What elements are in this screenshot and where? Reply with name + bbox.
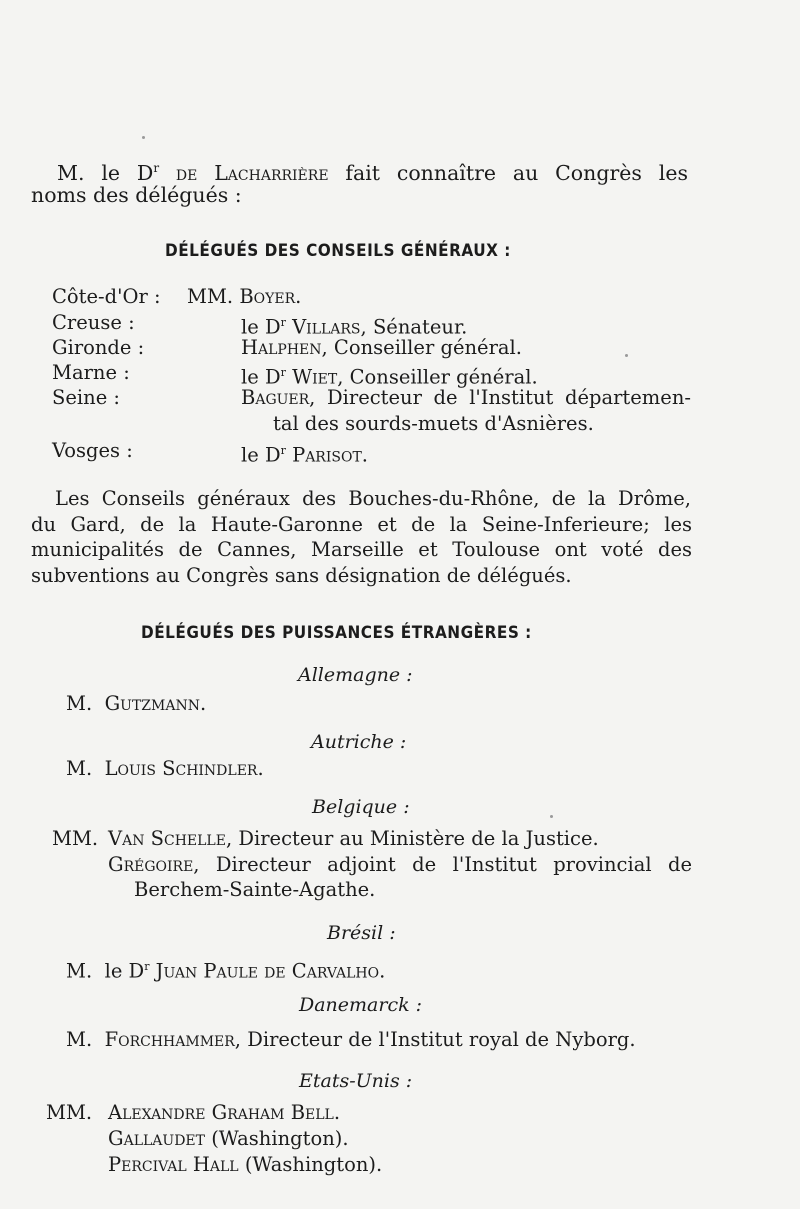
paragraph-line-2: du Gard, de la Haute-Garonne et de la Seine-Inferieure; les [31,513,692,536]
delegate-row-cote-dor: Côte-d'Or : [52,285,161,308]
paragraph-line-4: subventions au Congrès sans désignation de délégués. [31,564,572,587]
delegate-graham-bell: Alexandre Graham Bell. [108,1101,341,1124]
delegate-entry-halphen: Halphen, Conseiller général. [241,336,522,359]
delegate-entry-baguer-cont: tal des sourds-muets d'Asnières. [273,412,594,435]
delegate-entry-wiet: le $D^r$ Wiet, Conseiller général. [241,365,538,389]
delegate-van-schelle: Van Schelle, Directeur au Ministère de la Justice. [108,827,599,850]
country-belgique: Belgique : [312,796,410,818]
delegate-entry-villars: le $D^r$ Villars, Sénateur. [241,315,468,339]
paragraph-line-3: municipalités de Cannes, Marseille et Toulouse ont voté des [31,538,692,561]
delegate-gallaudet: Gallaudet (Washington). [108,1127,349,1150]
delegate-row-vosges: Vosges : [52,439,133,462]
country-etats-unis: Etats-Unis : [299,1070,413,1092]
delegate-row-marne: Marne : [52,361,130,384]
scan-speck [625,354,628,357]
delegate-entry-parisot: le $D^r$ Parisot. [241,443,368,467]
country-autriche: Autriche : [311,731,407,753]
delegate-schindler: M. Louis Schindler. [66,757,264,780]
delegate-carvalho: M. le $D^r$ Juan Paule de Carvalho. [66,959,386,983]
paragraph-line-1: Les Conseils généraux des Bouches-du-Rhône, de la Drôme, [55,487,691,510]
delegate-gutzmann: M. Gutzmann. [66,692,207,715]
section-heading-conseils: DÉLÉGUÉS DES CONSEILS GÉNÉRAUX : [165,241,511,261]
delegate-forchhammer: M. Forchhammer, Directeur de l'Institut royal de Nyborg. [66,1028,636,1051]
scan-speck [550,815,553,818]
delegate-entry-boyer: MM. Boyer. [187,285,302,308]
country-bresil: Brésil : [327,922,396,944]
delegate-prefix-etats-unis: MM. [46,1101,93,1124]
scan-speck [142,136,145,139]
delegate-prefix-belgique: MM. [52,827,99,850]
section-heading-puissances: DÉLÉGUÉS DES PUISSANCES ÉTRANGÈRES : [141,623,532,643]
delegate-gregoire-cont: Berchem-Sainte-Agathe. [134,878,376,901]
intro-line-2: noms des délégués : [31,183,242,207]
country-allemagne: Allemagne : [298,664,413,686]
delegate-entry-baguer: Baguer, Directeur de l'Institut départemen- [241,386,691,409]
intro-line-1: M. le $D^r$ de Lacharrière fait connaître au Congrès les [57,160,688,185]
delegate-row-creuse: Creuse : [52,311,135,334]
delegate-row-gironde: Gironde : [52,336,145,359]
delegate-gregoire: Grégoire, Directeur adjoint de l'Institut provincial de [108,853,692,876]
country-danemarck: Danemarck : [299,994,423,1016]
delegate-percival-hall: Percival Hall (Washington). [108,1153,383,1176]
delegate-row-seine: Seine : [52,386,121,409]
